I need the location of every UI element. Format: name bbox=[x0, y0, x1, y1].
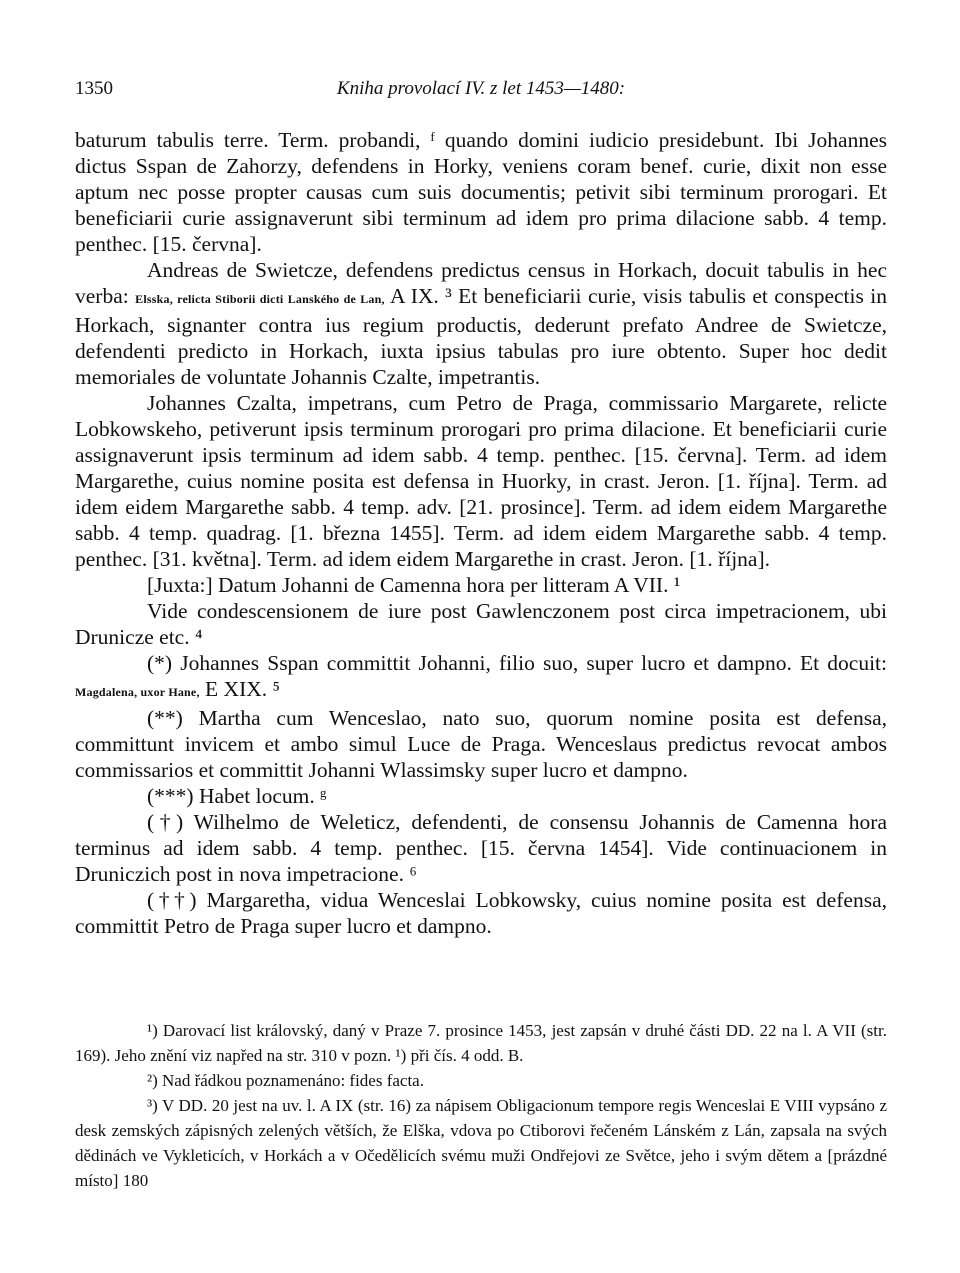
paragraph: baturum tabulis terre. Term. probandi, ᶠ quando domini iudicio presidebunt. Ibi Johannes dictus Sspan de Zahorzy, defendens in Horky, veniens coram benef. curie, dixit non esse aptum nec posse propter causas cum suis documentis; petivit sibi terminum prorogari. Et beneficiarii curie assignaverunt sibi terminum ad idem pro prima dilacione sabb. 4 temp. penthec. [15. června]. bbox=[75, 128, 887, 256]
page-header bbox=[75, 78, 887, 108]
running-title: Kniha provolací IV. z let 1453—1480: bbox=[336, 78, 626, 99]
paragraph: Vide condescensionem de iure post Gawlenczonem post circa impetracionem, ubi Drunicze etc. ⁴ bbox=[75, 599, 887, 649]
footnote: ¹) Darovací list královský, daný v Praze 7. prosince 1453, jest zapsán v druhé části DD. 22 na l. A VII (str. 169). Jeho znění viz napřed na str. 310 v pozn. ¹) při čís. 4 odd. B. bbox=[75, 1021, 887, 1065]
paragraph-text: E XIX. ⁵ bbox=[199, 677, 280, 701]
paragraph: (***) Habet locum. ᵍ bbox=[147, 784, 327, 808]
paragraph-text: (*) Johannes Sspan committit Johanni, filio suo, super lucro et dampno. Et docuit: bbox=[147, 651, 887, 675]
paragraph: (**) Martha cum Wenceslao, nato suo, quorum nomine posita est defensa, committunt invicem et ambo simul Luce de Praga. Wenceslaus predictus revocat ambos commissarios et committit Johanni Wlassimsky super lucro et dampno. bbox=[75, 706, 887, 782]
small-caps-quote: Magdalena, uxor Hane, bbox=[75, 685, 200, 699]
footnote: ²) Nad řádkou poznamenáno: fides facta. bbox=[147, 1071, 424, 1090]
paragraph: (†) Wilhelmo de Weleticz, defendenti, de consensu Johannis de Camenna hora terminus ad idem sabb. 4 temp. penthec. [15. června 1454]. Vide continuacionem in Druniczich post in nova impetracione. ⁶ bbox=[75, 810, 887, 886]
main-text bbox=[75, 127, 887, 939]
paragraph: [Juxta:] Datum Johanni de Camenna hora per litteram A VII. ¹ bbox=[147, 573, 681, 597]
footnotes bbox=[75, 1018, 887, 1193]
paragraph: (††) Margaretha, vidua Wenceslai Lobkowsky, cuius nomine posita est defensa, committit Petro de Praga super lucro et dampno. bbox=[75, 888, 887, 938]
paragraph bbox=[75, 650, 887, 705]
paragraph-text: A IX. ³ Et beneficiarii curie, visis tabulis et conspectis in Horkach, signanter contra ius regium productis, dederunt prefato Andree de Swietcze, defendenti predicto in Horkach, iuxta ipsius tabulas pro iure obtento. Super hoc dedit memoriales de voluntate Johannis Czalte, impetrantis. bbox=[75, 284, 887, 389]
paragraph bbox=[75, 257, 887, 390]
paragraph: Johannes Czalta, impetrans, cum Petro de Praga, commissario Margarete, relicte Lobkowskeho, petiverunt ipsis terminum prorogari pro prima dilacione. Et beneficiarii curie assignaverunt ipsis terminum ad idem sabb. 4 temp. penthec. [15. června]. Term. ad idem Margarethe, cuius nomine posita est defensa in Huorky, in crast. Jeron. [1. října]. Term. ad idem eidem Margarethe sabb. 4 temp. adv. [21. prosince]. Term. ad idem eidem Margarethe sabb. 4 temp. quadrag. [1. března 1455]. Term. ad idem eidem Margarethe sabb. 4 temp. penthec. [31. května]. Term. ad idem eidem Margarethe in crast. Jeron. [1. října]. bbox=[75, 391, 887, 571]
page-number: 1350 bbox=[75, 78, 113, 99]
paragraph-text: Andreas de Swietcze, defendens predictus census in Horkach, docuit tabulis in hec verba: bbox=[75, 258, 887, 308]
small-caps-quote: Elsska, relicta Stiborii dicti Lanského de Lan, bbox=[135, 292, 385, 306]
footnote: ³) V DD. 20 jest na uv. l. A IX (str. 16) za nápisem Obligacionum tempore regis Wenceslai E VIII vypsáno z desk zemských zápisných zelených větších, že Elška, vdova po Ctiborovi řečeném Lánském z Lán, zapsala na svých dědinách ve Vykleticích, v Horkách a v Očedělicích svému muži Ondřejovi ze Světce, jeho i svým dětem a [prázdné místo] 180 bbox=[75, 1096, 887, 1190]
